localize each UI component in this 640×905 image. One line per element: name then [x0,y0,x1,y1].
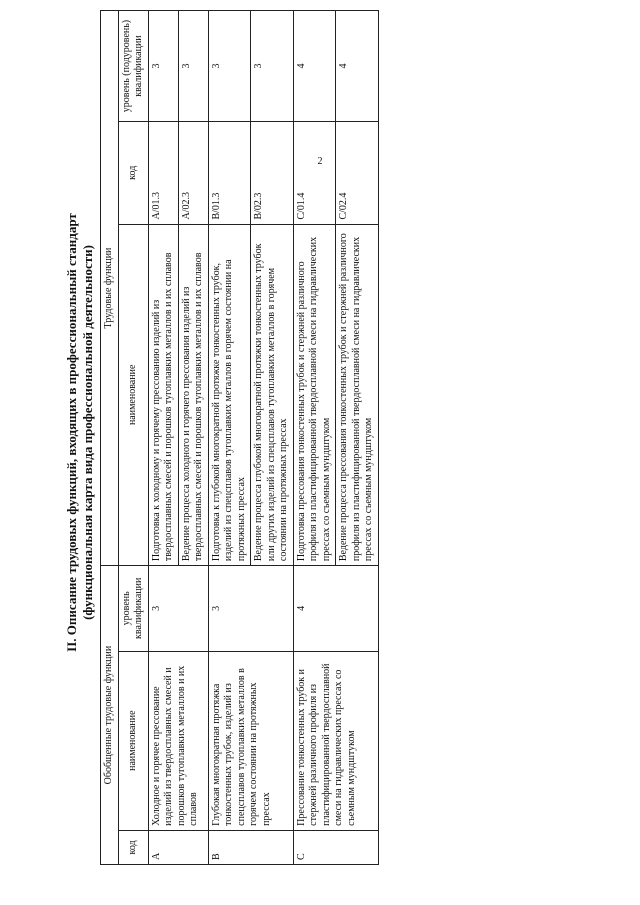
header-name: наименование [118,651,148,830]
function-code: A/01.3 [148,122,178,224]
group-code: B [208,830,293,864]
header-level: уровень квалификации [118,566,148,651]
header-row-2 [118,11,148,865]
section-title [64,0,96,865]
function-level: 3 [148,11,178,122]
header-row-1 [101,11,119,865]
function-code: A/02.3 [178,122,208,224]
header-generalized-functions: Обобщенные трудовые функции [101,566,119,865]
header-function-code: код [118,122,148,224]
group-code: A [148,830,208,864]
table-row [148,11,178,865]
group-level: 3 [148,566,208,651]
group-level: 3 [208,566,293,651]
function-name: Подготовка к холодному и горячему прессованию изделий из твердосплавных смесей и порошков тугоплавких металлов и их сплавов [148,224,178,566]
function-name: Ведение процесса прессования тонкостенных трубок и стержней различного профиля из пластифицированной твердосплавной смеси на гидравлических прессах со съемным мундштуком [336,224,379,566]
function-level: 3 [251,11,294,122]
function-level: 3 [178,11,208,122]
page-number: 2 [317,156,323,167]
title-line-2: (функциональная карта вида профессиональной деятельности) [80,245,95,620]
rotated-page-content [40,0,605,865]
function-name: Ведение процесса холодного и горячего прессования изделий из твердосплавных смесей и порошков тугоплавких металлов и их сплавов [178,224,208,566]
function-level: 3 [208,11,251,122]
function-code: C/01.4 [293,122,336,224]
group-name: Холодное и горячее прессование изделий из твердосплавных смесей и порошков тугоплавких металлов и их сплавов [148,651,208,830]
table-row [293,11,336,865]
functional-map-table [100,10,379,865]
group-name: Глубокая многократная протяжка тонкостенных трубок, изделий из спецсплавов тугоплавких металлов в горячем состоянии на протяжных прессах [208,651,293,830]
group-level: 4 [293,566,378,651]
header-labor-functions: Трудовые функции [101,11,119,566]
header-code: код [118,830,148,864]
table-row [208,11,251,865]
function-code: C/02.4 [336,122,379,224]
header-function-name: наименование [118,224,148,566]
group-code: C [293,830,378,864]
function-code: B/01.3 [208,122,251,224]
function-level: 4 [336,11,379,122]
group-name: Прессование тонкостенных трубок и стержней различного профиля из пластифицированной твердосплавной смеси на гидравлических прессах со съемным мундштуком [293,651,378,830]
title-line-1: II. Описание трудовых функций, входящих в профессиональный стандарт [64,213,79,652]
function-name: Подготовка прессования тонкостенных трубок и стержней различного профиля из пластифицированной твердосплавной смеси на гидравлических прессах со съемным мундштуком [293,224,336,566]
function-name: Ведение процесса глубокой многократной протяжки тонкостенных трубок или других изделий из спецсплавов тугоплавких металлов в горячем состоянии на протяжных прессах [251,224,294,566]
function-level: 4 [293,11,336,122]
function-code: B/02.3 [251,122,294,224]
header-sublevel: уровень (подуровень) квалификации [118,11,148,122]
function-name: Подготовка к глубокой многократной протяжке тонкостенных трубок, изделий из спецсплавов тугоплавких металлов в горячем состоянии на протяжных прессах [208,224,251,566]
